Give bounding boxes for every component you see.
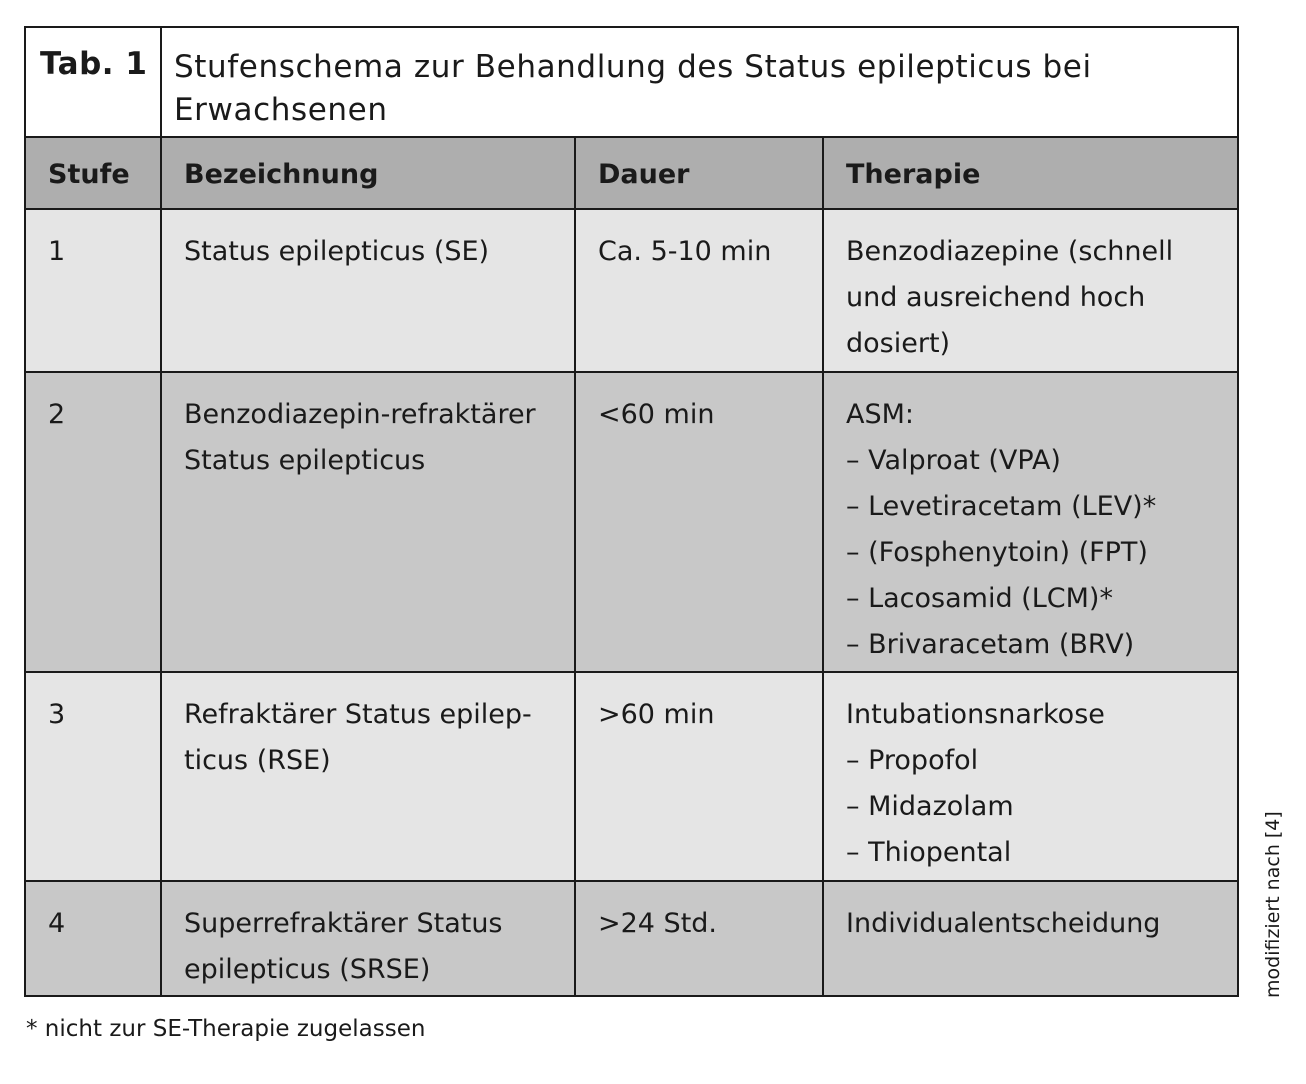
therapie-intro: ASM:: [846, 399, 915, 430]
table-row: [26, 673, 1237, 882]
table-row: [26, 373, 1237, 673]
cell-stufe: 1: [48, 236, 66, 267]
therapie-intro: Intubationsnarkose: [846, 699, 1105, 730]
header-dauer: Dauer: [598, 159, 690, 190]
cell-bezeichnung: Status epilepticus (SE): [184, 236, 490, 267]
table-title: Stufenschema zur Behandlung des Status epilepticus bei Erwachsenen: [174, 49, 1092, 128]
list-item: – Thiopental: [846, 830, 1226, 876]
cell-dauer: <60 min: [598, 399, 715, 430]
cell-therapie: Individualentscheidung: [846, 908, 1161, 939]
cell-bezeichnung: Refraktärer Status epilep-ticus (RSE): [184, 699, 532, 776]
cell-therapie: [846, 392, 1226, 668]
cell-stufe: 3: [48, 699, 66, 730]
column-divider: [160, 136, 162, 995]
cell-dauer: >60 min: [598, 699, 715, 730]
cell-dauer: Ca. 5-10 min: [598, 236, 772, 267]
table-title-row: [26, 28, 1237, 138]
footnote: * nicht zur SE-Therapie zugelassen: [26, 1016, 426, 1042]
title-divider: [160, 28, 162, 138]
cell-therapie: Benzodiazepine (schnell und ausreichend hoch dosiert): [846, 236, 1174, 359]
column-divider: [574, 136, 576, 995]
cell-bezeichnung: Benzodiazepin-refraktärer Status epilepticus: [184, 399, 536, 476]
table-row: [26, 882, 1237, 995]
cell-stufe: 4: [48, 908, 66, 939]
header-bezeichnung: Bezeichnung: [184, 159, 379, 190]
cell-stufe: 2: [48, 399, 66, 430]
therapie-list: [846, 738, 1226, 876]
list-item: – Levetiracetam (LEV)*: [846, 484, 1226, 530]
cell-dauer: >24 Std.: [598, 908, 718, 939]
list-item: – Brivaracetam (BRV): [846, 622, 1226, 668]
source-note: modifiziert nach [4]: [1262, 811, 1284, 998]
list-item: – Propofol: [846, 738, 1226, 784]
list-item: – (Fosphenytoin) (FPT): [846, 530, 1226, 576]
list-item: – Valproat (VPA): [846, 438, 1226, 484]
list-item: – Lacosamid (LCM)*: [846, 576, 1226, 622]
cell-bezeichnung: Superrefraktärer Status epilepticus (SRSE): [184, 908, 503, 985]
therapie-list: [846, 438, 1226, 668]
table-header-row: [26, 138, 1237, 210]
header-stufe: Stufe: [48, 159, 130, 190]
cell-therapie: [846, 692, 1226, 876]
column-divider: [822, 136, 824, 995]
list-item: – Midazolam: [846, 784, 1226, 830]
treatment-table: [24, 26, 1239, 997]
table-number-label: Tab. 1: [40, 46, 148, 82]
header-therapie: Therapie: [846, 159, 981, 190]
table-row: [26, 210, 1237, 373]
